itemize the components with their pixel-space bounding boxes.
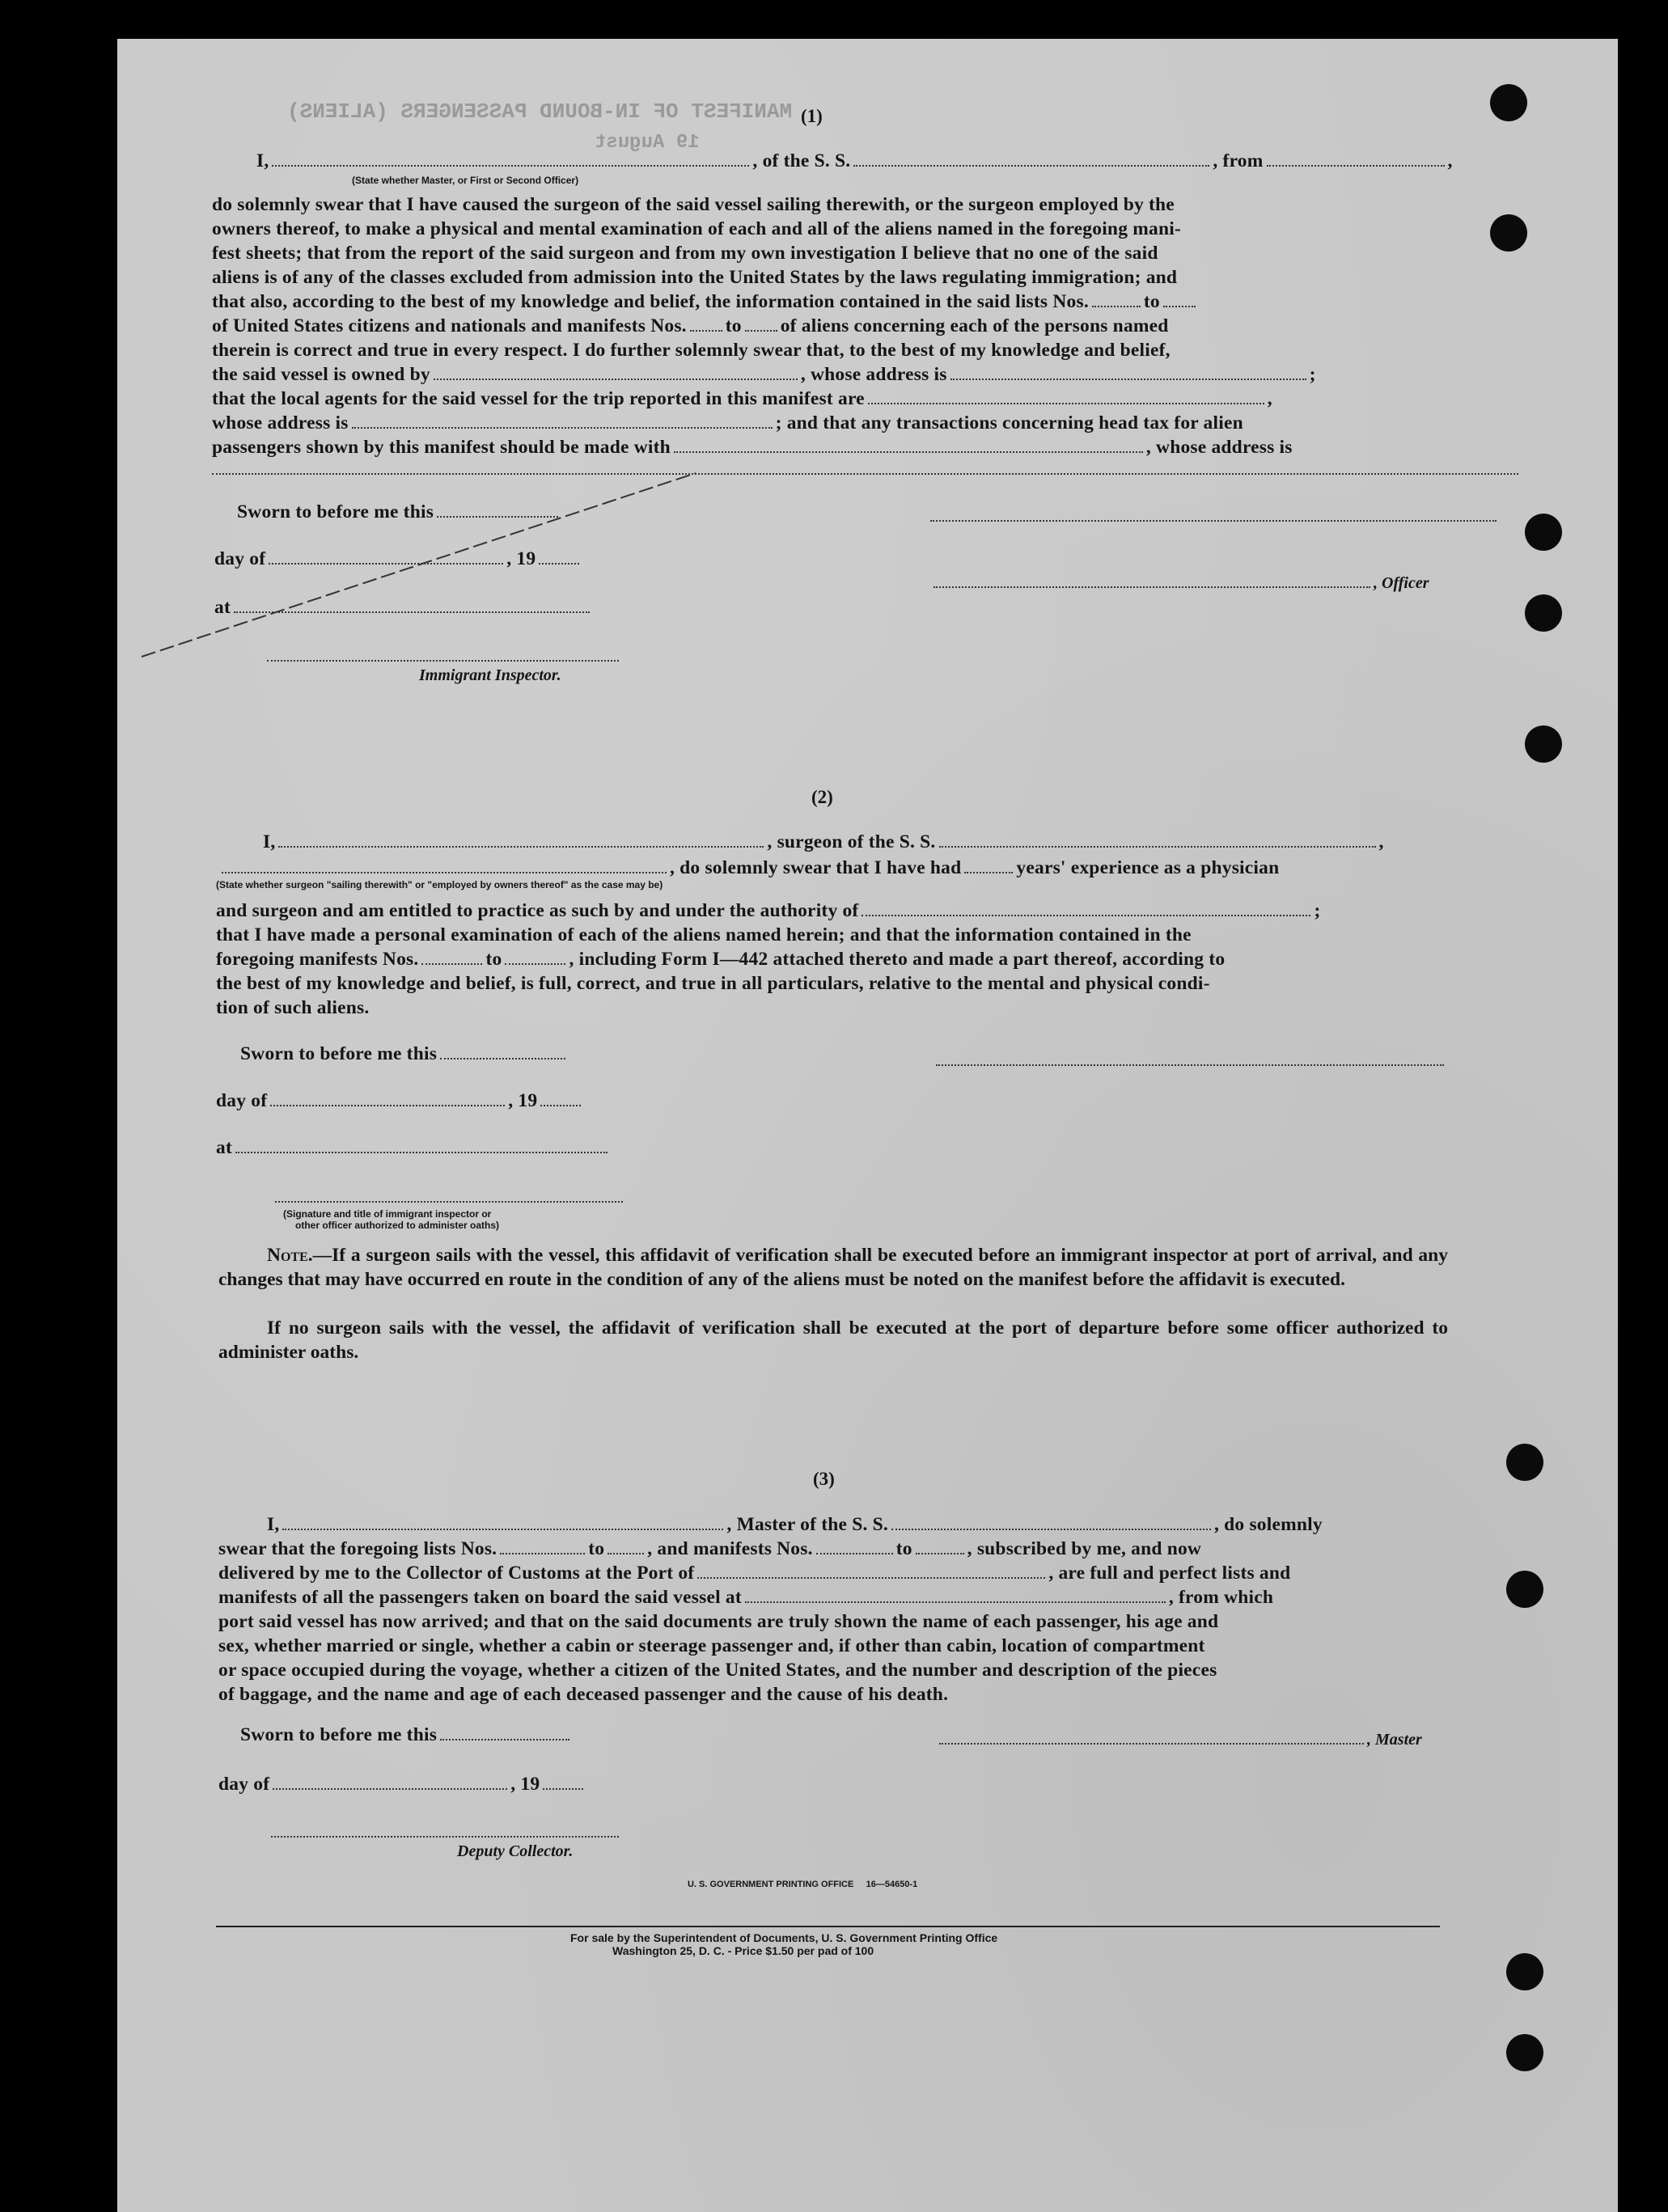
section-2-line-7: tion of such aliens. <box>216 997 370 1018</box>
section-2-inspector-line <box>275 1201 623 1203</box>
section-2-signature-line <box>936 1064 1444 1066</box>
section-2-day-of: day of , 19 <box>216 1090 584 1112</box>
section-1-officer: , Officer <box>930 574 1429 593</box>
section-1-number: (1) <box>801 106 823 126</box>
punch-hole <box>1490 84 1527 121</box>
document-page <box>117 39 1618 2212</box>
gpo-imprint: U. S. GOVERNMENT PRINTING OFFICE 16—54650-1 <box>688 1880 918 1889</box>
section-3-line-8: of baggage, and the name and age of each deceased passenger and the cause of his death. <box>218 1684 949 1705</box>
section-1-signature-line <box>930 520 1497 522</box>
section-2-note: Note.—If a surgeon sails with the vessel, this affidavit of verification shall be executed before an immigrant inspector at port of arrival, and any changes that may have occurred en route in the condition of any of the aliens must be noted on the manifest before the affidavit is executed. <box>218 1245 1448 1290</box>
punch-hole <box>1490 214 1527 252</box>
section-3-line-2: swear that the foregoing lists Nos. to , and manifests Nos. to , subscribed by me, and now <box>218 1538 1202 1559</box>
bleed-through-date: 19 August <box>595 132 700 154</box>
section-1-day-of: day of , 19 <box>214 548 582 570</box>
section-3-line-7: or space occupied during the voyage, whether a citizen of the United States, and the number and description of the pieces <box>218 1660 1217 1681</box>
section-1-line-11: whose address is ; and that any transactions concerning head tax for alien <box>212 412 1243 434</box>
punch-hole <box>1506 1444 1543 1481</box>
section-1-line-8: therein is correct and true in every respect. I do further solemnly swear that, to the best of my knowledge and belief, <box>212 340 1171 361</box>
section-2-line-4: that I have made a personal examination of each of the aliens named herein; and that the information contained in the <box>216 924 1192 945</box>
punch-hole <box>1525 514 1562 551</box>
section-2-line-1: I, , surgeon of the S. S. , <box>263 831 1384 852</box>
section-1-line-5: aliens is of any of the classes excluded from admission into the United States by the laws regulating immigration; and <box>212 267 1178 288</box>
punch-hole <box>1506 1571 1543 1608</box>
section-3-sworn: Sworn to before me this <box>240 1724 573 1746</box>
punch-hole <box>1506 2034 1543 2071</box>
section-3-master: , Master <box>936 1731 1422 1749</box>
section-1-line-9: the said vessel is owned by , whose address is ; <box>212 364 1316 385</box>
punch-hole <box>1525 594 1562 632</box>
section-2-sworn: Sworn to before me this <box>240 1043 569 1065</box>
section-2-note-2: If no surgeon sails with the vessel, the affidavit of verification shall be executed at the port of departure before some officer authorized to administer oaths. <box>218 1317 1448 1363</box>
section-2-line-6: the best of my knowledge and belief, is full, correct, and true in all particulars, relative to the mental and physical condi- <box>216 973 1210 994</box>
section-1-caption: (State whether Master, or First or Second Officer) <box>352 175 579 186</box>
section-2-caption: (State whether surgeon "sailing therewith" or "employed by owners thereof" as the case may be) <box>216 879 663 890</box>
punch-hole <box>1506 1953 1543 1990</box>
section-2-line-2: , do solemnly swear that I have had years' experience as a physician <box>218 857 1279 879</box>
section-1-line-7: of United States citizens and nationals and manifests Nos. to of aliens concerning each of the persons named <box>212 315 1169 336</box>
section-2-at: at <box>216 1137 611 1159</box>
section-1-at: at <box>214 597 593 619</box>
section-3-deputy-line <box>271 1836 619 1838</box>
pencil-stroke <box>138 469 704 663</box>
section-2-line-3: and surgeon and am entitled to practice as such by and under the authority of ; <box>216 900 1321 921</box>
sale-notice-1: For sale by the Superintendent of Documents, U. S. Government Printing Office <box>570 1931 998 1944</box>
section-2-number: (2) <box>811 787 833 807</box>
section-1-line-3: owners thereof, to make a physical and mental examination of each and all of the aliens named in the foregoing mani- <box>212 218 1181 239</box>
section-2-sig-caption-1: (Signature and title of immigrant inspector or <box>283 1208 492 1220</box>
section-2-sig-caption-2: other officer authorized to administer oaths) <box>295 1220 500 1231</box>
footer-rule <box>216 1926 1440 1927</box>
section-3-number: (3) <box>813 1469 835 1489</box>
section-1-line-1: I, , of the S. S. , from , <box>256 150 1453 171</box>
section-1-inspector-caption: Immigrant Inspector. <box>419 666 561 684</box>
section-3-line-1: I, , Master of the S. S. , do solemnly <box>267 1514 1323 1535</box>
sale-notice-2: Washington 25, D. C. - Price $1.50 per pad of 100 <box>612 1944 874 1957</box>
punch-hole <box>1525 725 1562 763</box>
section-1-line-6: that also, according to the best of my knowledge and belief, the information contained in the said lists Nos. to <box>212 291 1199 313</box>
section-1-line-12: passengers shown by this manifest should be made with , whose address is <box>212 437 1293 458</box>
section-3-line-4: manifests of all the passengers taken on board the said vessel at , from which <box>218 1587 1274 1608</box>
section-3-line-6: sex, whether married or single, whether a cabin or steerage passenger and, if other than cabin, location of compartment <box>218 1635 1205 1656</box>
section-3-day-of: day of , 19 <box>218 1774 586 1795</box>
section-1-line-4: fest sheets; that from the report of the said surgeon and from my own investigation I believe that no one of the said <box>212 243 1158 264</box>
section-3-line-3: delivered by me to the Collector of Customs at the Port of , are full and perfect lists and <box>218 1563 1291 1584</box>
section-1-line-10: that the local agents for the said vessel for the trip reported in this manifest are , <box>212 388 1272 409</box>
section-2-line-5: foregoing manifests Nos. to , including Form I—442 attached thereto and made a part thereof, according to <box>216 949 1226 970</box>
bleed-through-title: MANIFEST OF IN-BOUND PASSENGERS (ALIENS) <box>287 99 793 124</box>
section-3-deputy-caption: Deputy Collector. <box>457 1842 574 1860</box>
section-3-line-5: port said vessel has now arrived; and that on the said documents are truly shown the name of each passenger, his age and <box>218 1611 1219 1632</box>
section-1-sworn: Sworn to before me this <box>237 501 561 523</box>
section-1-line-2: do solemnly swear that I have caused the surgeon of the said vessel sailing therewith, or the surgeon employed by the <box>212 194 1175 215</box>
